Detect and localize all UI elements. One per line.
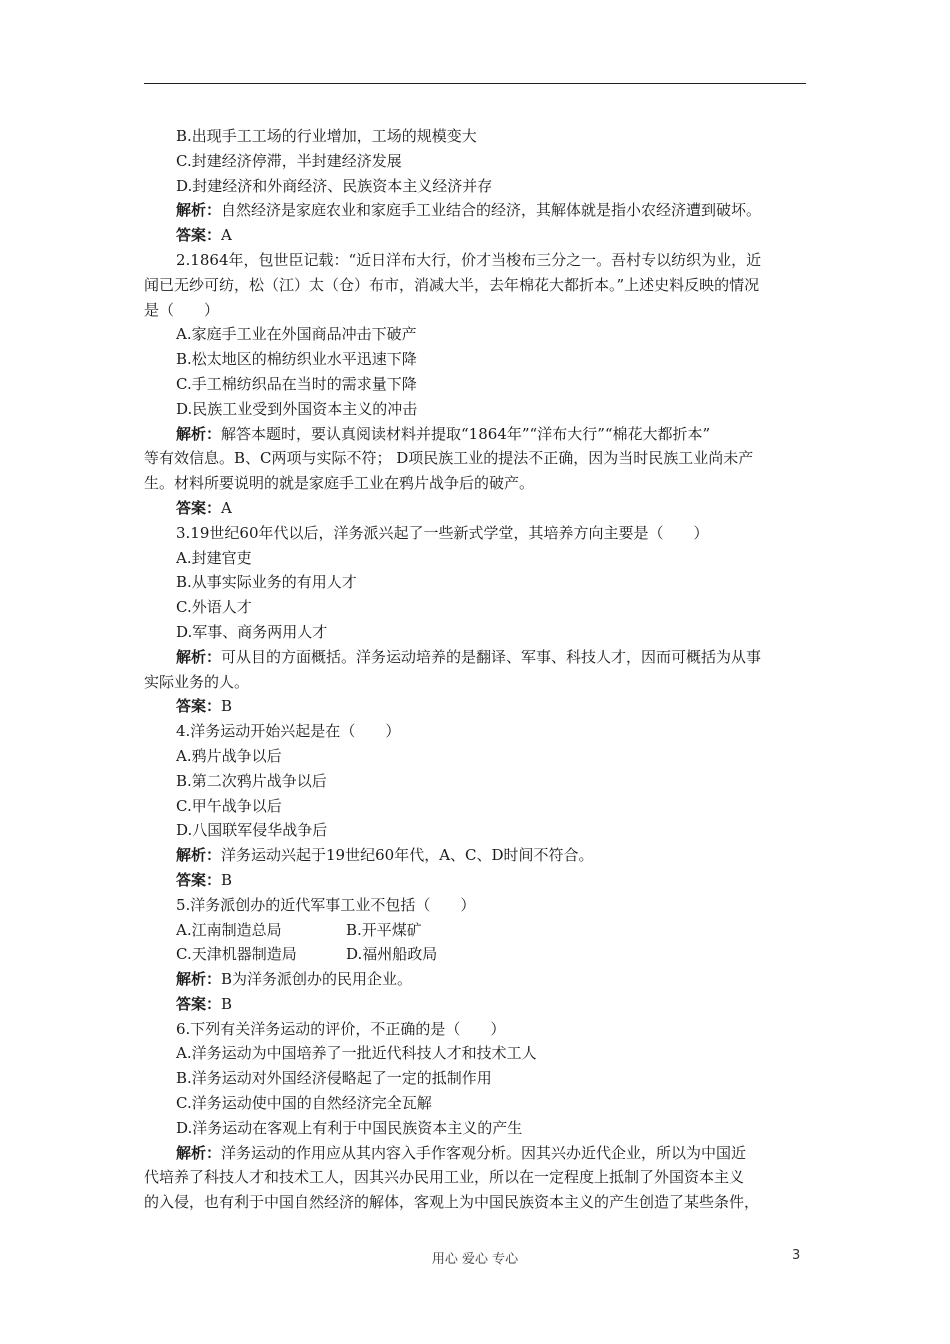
q4-stem: 4.洋务运动开始兴起是在（ ） <box>176 722 401 741</box>
q2-option-b: B.松太地区的棉纺织业水平迅速下降 <box>176 350 417 369</box>
q5-options-row-2 <box>144 942 820 967</box>
q5-option-b: B.开平煤矿 <box>346 920 422 939</box>
q4-option-b: B.第二次鸦片战争以后 <box>176 771 327 790</box>
answer-label: 答案： <box>176 697 222 716</box>
q2-answer <box>144 496 820 521</box>
q1-answer-text: A <box>221 226 232 245</box>
q1-option-d: D.封建经济和外商经济、民族资本主义经济并存 <box>176 176 493 195</box>
q5-answer-text: B <box>221 994 233 1013</box>
q2-option-d: D.民族工业受到外国资本主义的冲击 <box>176 399 418 418</box>
analysis-label: 解析： <box>176 201 222 220</box>
q3-option-a: A.封建官吏 <box>176 548 252 567</box>
analysis-label: 解析： <box>176 424 222 443</box>
q3-analysis-text-1: 可从目的方面概括。洋务运动培养的是翻译、军事、科技人才，因而可概括为从事 <box>221 647 762 666</box>
q6-analysis-text-1: 洋务运动的作用应从其内容入手作客观分析。因其兴办近代企业，所以为中国近 <box>221 1143 747 1162</box>
q1-option-c: C.封建经济停滞，半封建经济发展 <box>176 151 402 170</box>
q5-analysis-text: B为洋务派创办的民用企业。 <box>221 970 413 989</box>
q4-analysis <box>144 843 820 868</box>
q2-analysis-line-3: 生。材料所要说明的就是家庭手工业在鸦片战争后的破产。 <box>144 474 535 493</box>
q6-analysis-line-2: 代培养了科技人才和技术工人，因其兴办民用工业，所以在一定程度上抵制了外国资本主义 <box>144 1168 745 1187</box>
q6-stem: 6.下列有关洋务运动的评价，不正确的是（ ） <box>176 1019 506 1038</box>
q2-option-a: A.家庭手工业在外国商品冲击下破产 <box>176 325 417 344</box>
q5-analysis <box>144 967 820 992</box>
analysis-label: 解析： <box>176 647 222 666</box>
q3-answer <box>144 694 820 719</box>
q2-analysis-text-1: 解答本题时，要认真阅读材料并提取“1864年”“洋布大行”“棉花大都折本” <box>221 424 711 443</box>
q4-option-c: C.甲午战争以后 <box>176 796 282 815</box>
q6-analysis-line-3: 的入侵，也有利于中国自然经济的解体，客观上为中国民族资本主义的产生创造了某些条件， <box>144 1193 760 1212</box>
q2-analysis-line-2: 等有效信息。B、C两项与实际不符； D项民族工业的提法不正确，因为当时民族工业尚未产 <box>144 449 754 468</box>
page-number: 3 <box>792 1248 801 1263</box>
q4-answer-text: B <box>221 870 233 889</box>
answer-label: 答案： <box>176 994 222 1013</box>
q4-option-d: D.八国联军侵华战争后 <box>176 821 328 840</box>
q6-option-a: A.洋务运动为中国培养了一批近代科技人才和技术工人 <box>176 1044 537 1063</box>
q5-stem: 5.洋务派创办的近代军事工业不包括（ ） <box>176 895 476 914</box>
footer-slogan: 用心 爱心 专心 <box>431 1252 519 1267</box>
q1-answer <box>144 223 820 248</box>
analysis-label: 解析： <box>176 970 222 989</box>
q5-answer <box>144 992 820 1017</box>
q3-answer-text: B <box>221 697 233 716</box>
header-rule <box>144 83 806 84</box>
q5-options-row-1 <box>144 918 820 943</box>
q2-stem-line-1: 2.1864年，包世臣记载：“近日洋布大行，价才当梭布三分之一。吾村专以纺织为业，近 <box>176 250 762 269</box>
q5-option-d: D.福州船政局 <box>346 945 438 964</box>
q3-option-d: D.军事、商务两用人才 <box>176 622 328 641</box>
q3-option-c: C.外语人才 <box>176 598 252 617</box>
q6-option-c: C.洋务运动使中国的自然经济完全瓦解 <box>176 1094 432 1113</box>
q1-analysis-text: 自然经济是家庭农业和家庭手工业结合的经济，其解体就是指小农经济遭到破坏。 <box>221 201 762 220</box>
document-body <box>144 124 820 1215</box>
q4-answer <box>144 868 820 893</box>
q3-stem: 3.19世纪60年代以后，洋务派兴起了一些新式学堂，其培养方向主要是（ ） <box>176 523 709 542</box>
q2-option-c: C.手工棉纺织品在当时的需求量下降 <box>176 374 417 393</box>
answer-label: 答案： <box>176 498 222 517</box>
q1-option-b: B.出现手工工场的行业增加，工场的规模变大 <box>176 127 477 145</box>
q6-option-d: D.洋务运动在客观上有利于中国民族资本主义的产生 <box>176 1118 523 1137</box>
q3-option-b: B.从事实际业务的有用人才 <box>176 573 357 592</box>
q2-analysis-line-1 <box>144 422 820 447</box>
q2-stem-line-2: 闻已无纱可纺，松（江）太（仓）布市，消减大半，去年棉花大都折本。”上述史料反映的情况 <box>144 275 760 294</box>
q4-analysis-text: 洋务运动兴起于19世纪60年代，A、C、D时间不符合。 <box>221 846 594 865</box>
analysis-label: 解析： <box>176 1143 222 1162</box>
q3-analysis-line-2: 实际业务的人。 <box>144 672 250 691</box>
q5-option-c: C.天津机器制造局 <box>176 945 297 964</box>
q6-analysis-line-1 <box>144 1141 820 1166</box>
q4-option-a: A.鸦片战争以后 <box>176 746 282 765</box>
answer-label: 答案： <box>176 226 222 245</box>
q1-analysis <box>144 198 820 223</box>
analysis-label: 解析： <box>176 846 222 865</box>
q6-option-b: B.洋务运动对外国经济侵略起了一定的抵制作用 <box>176 1069 492 1088</box>
q5-option-a: A.江南制造总局 <box>176 920 282 939</box>
answer-label: 答案： <box>176 870 222 889</box>
q2-answer-text: A <box>221 498 232 517</box>
q3-analysis-line-1 <box>144 645 820 670</box>
q2-stem-line-3: 是（ ） <box>144 300 220 319</box>
